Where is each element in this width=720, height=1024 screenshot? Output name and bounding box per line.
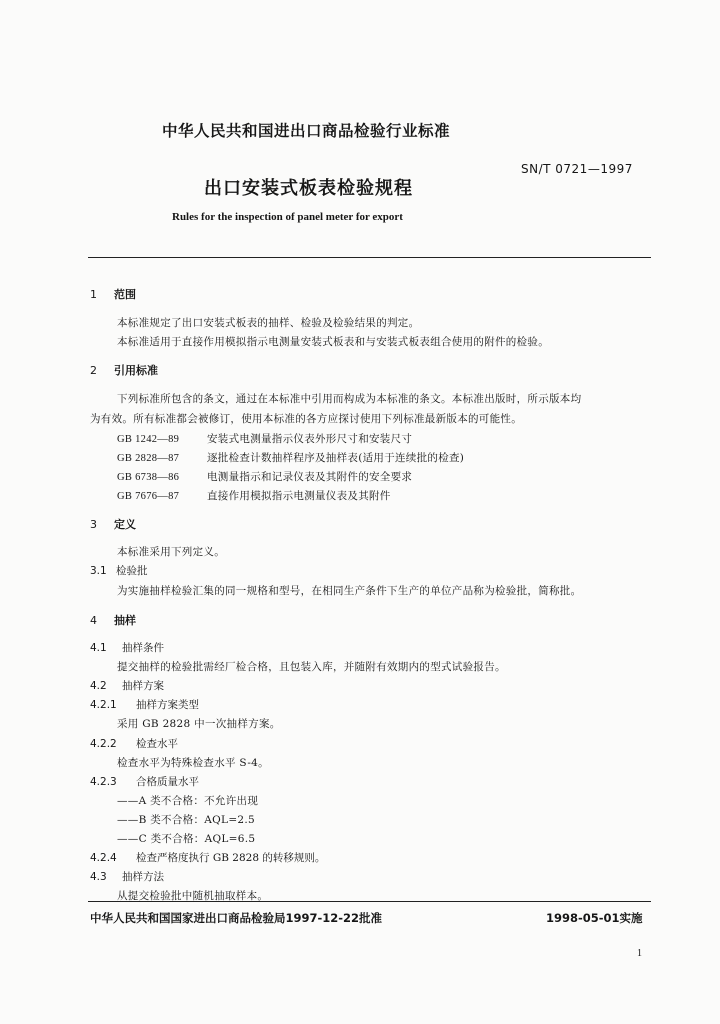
approval-statement: 中华人民共和国国家进出口商品检验局1997-12-22批准 xyxy=(90,911,383,925)
subsection-number: 4.2 xyxy=(90,680,107,692)
subsection-number: 4.2.2 xyxy=(90,738,117,750)
reference-item xyxy=(117,431,412,446)
subsection-4-2-2-heading xyxy=(90,736,178,751)
issuing-organization: 中华人民共和国进出口商品检验行业标准 xyxy=(162,122,451,140)
section-title: 范围 xyxy=(114,288,136,301)
subsection-number: 4.2.4 xyxy=(90,852,117,864)
section-number: 2 xyxy=(90,364,97,377)
subsection-title: 检查水平 xyxy=(136,738,178,750)
quality-level-item: ——C 类不合格：AQL=6.5 xyxy=(117,833,256,845)
section-title: 定义 xyxy=(114,518,136,531)
quality-level-item: ——A 类不合格：不允许出现 xyxy=(117,795,259,807)
subsection-number: 3.1 xyxy=(90,565,107,577)
document-title-en: Rules for the inspection of panel meter for export xyxy=(172,211,403,223)
section-title: 引用标准 xyxy=(114,364,158,377)
reference-item xyxy=(117,488,391,503)
subsection-4-2-3-heading xyxy=(90,774,199,789)
subsection-number: 4.1 xyxy=(90,642,107,654)
standard-number: SN/T 0721—1997 xyxy=(521,162,633,176)
document-title-cn: 出口安装式板表检验规程 xyxy=(204,178,413,199)
subsection-3-1-text: 为实施抽样检验汇集的同一规格和型号，在相同生产条件下生产的单位产品称为检验批，简称批。 xyxy=(117,585,582,597)
subsection-title: 合格质量水平 xyxy=(136,776,199,788)
reference-item xyxy=(117,450,464,465)
section-4-heading xyxy=(90,612,136,628)
section-1-paragraph-2: 本标准适用于直接作用模拟指示电测量安装式板表和与安装式板表组合使用的附件的检验。 xyxy=(117,336,549,348)
subsection-number: 4.2.3 xyxy=(90,776,117,788)
subsection-4-1-text: 提交抽样的检验批需经厂检合格，且包装入库，并随附有效期内的型式试验报告。 xyxy=(117,661,506,673)
reference-title: 直接作用模拟指示电测量仪表及其附件 xyxy=(207,490,391,502)
reference-code: GB 2828—87 xyxy=(117,453,180,464)
subsection-4-2-1-text: 采用 GB 2828 中一次抽样方案。 xyxy=(117,718,281,730)
section-2-heading xyxy=(90,362,158,378)
subsection-4-3-text: 从提交检验批中随机抽取样本。 xyxy=(117,890,269,902)
page-number: 1 xyxy=(637,948,642,959)
subsection-4-3-heading xyxy=(90,869,164,884)
section-number: 3 xyxy=(90,518,97,531)
reference-code: GB 7676—87 xyxy=(117,491,180,502)
section-1-paragraph-1: 本标准规定了出口安装式板表的抽样、检验及检验结果的判定。 xyxy=(117,317,420,329)
section-3-paragraph: 本标准采用下列定义。 xyxy=(117,546,225,558)
subsection-title: 抽样方法 xyxy=(122,871,164,883)
reference-code: GB 6738—86 xyxy=(117,472,180,483)
reference-title: 安装式电测量指示仪表外形尺寸和安装尺寸 xyxy=(207,433,413,445)
reference-title: 电测量指示和记录仪表及其附件的安全要求 xyxy=(207,471,413,483)
section-number: 1 xyxy=(90,288,97,301)
footer-divider xyxy=(88,901,651,902)
header-divider xyxy=(88,257,651,258)
effective-date: 1998-05-01实施 xyxy=(546,911,643,925)
reference-title: 逐批检查计数抽样程序及抽样表(适用于连续批的检查) xyxy=(207,452,465,464)
subsection-number: 4.3 xyxy=(90,871,107,883)
subsection-title: 检验批 xyxy=(116,565,148,577)
subsection-title: 抽样方案 xyxy=(122,680,164,692)
subsection-4-2-4-heading xyxy=(90,850,325,865)
section-3-heading xyxy=(90,516,136,532)
section-2-paragraph-line-2: 为有效。所有标准都会被修订，使用本标准的各方应探讨使用下列标准最新版本的可能性。 xyxy=(90,413,522,425)
subsection-4-1-heading xyxy=(90,640,164,655)
section-number: 4 xyxy=(90,614,97,627)
section-2-paragraph-line-1: 下列标准所包含的条文，通过在本标准中引用而构成为本标准的条文。本标准出版时，所示版本均 xyxy=(117,393,582,405)
reference-code: GB 1242—89 xyxy=(117,434,180,445)
subsection-title: 检查严格度执行 GB 2828 的转移规则。 xyxy=(136,852,326,864)
quality-level-item: ——B 类不合格：AQL=2.5 xyxy=(117,814,256,826)
subsection-4-2-2-text: 检查水平为特殊检查水平 S-4。 xyxy=(117,757,269,769)
section-1-heading xyxy=(90,286,136,302)
subsection-title: 抽样方案类型 xyxy=(136,699,199,711)
subsection-4-2-1-heading xyxy=(90,697,199,712)
subsection-number: 4.2.1 xyxy=(90,699,117,711)
reference-item xyxy=(117,469,412,484)
subsection-4-2-heading xyxy=(90,678,164,693)
subsection-title: 抽样条件 xyxy=(122,642,164,654)
section-title: 抽样 xyxy=(114,614,136,627)
subsection-3-1-heading xyxy=(90,563,148,578)
